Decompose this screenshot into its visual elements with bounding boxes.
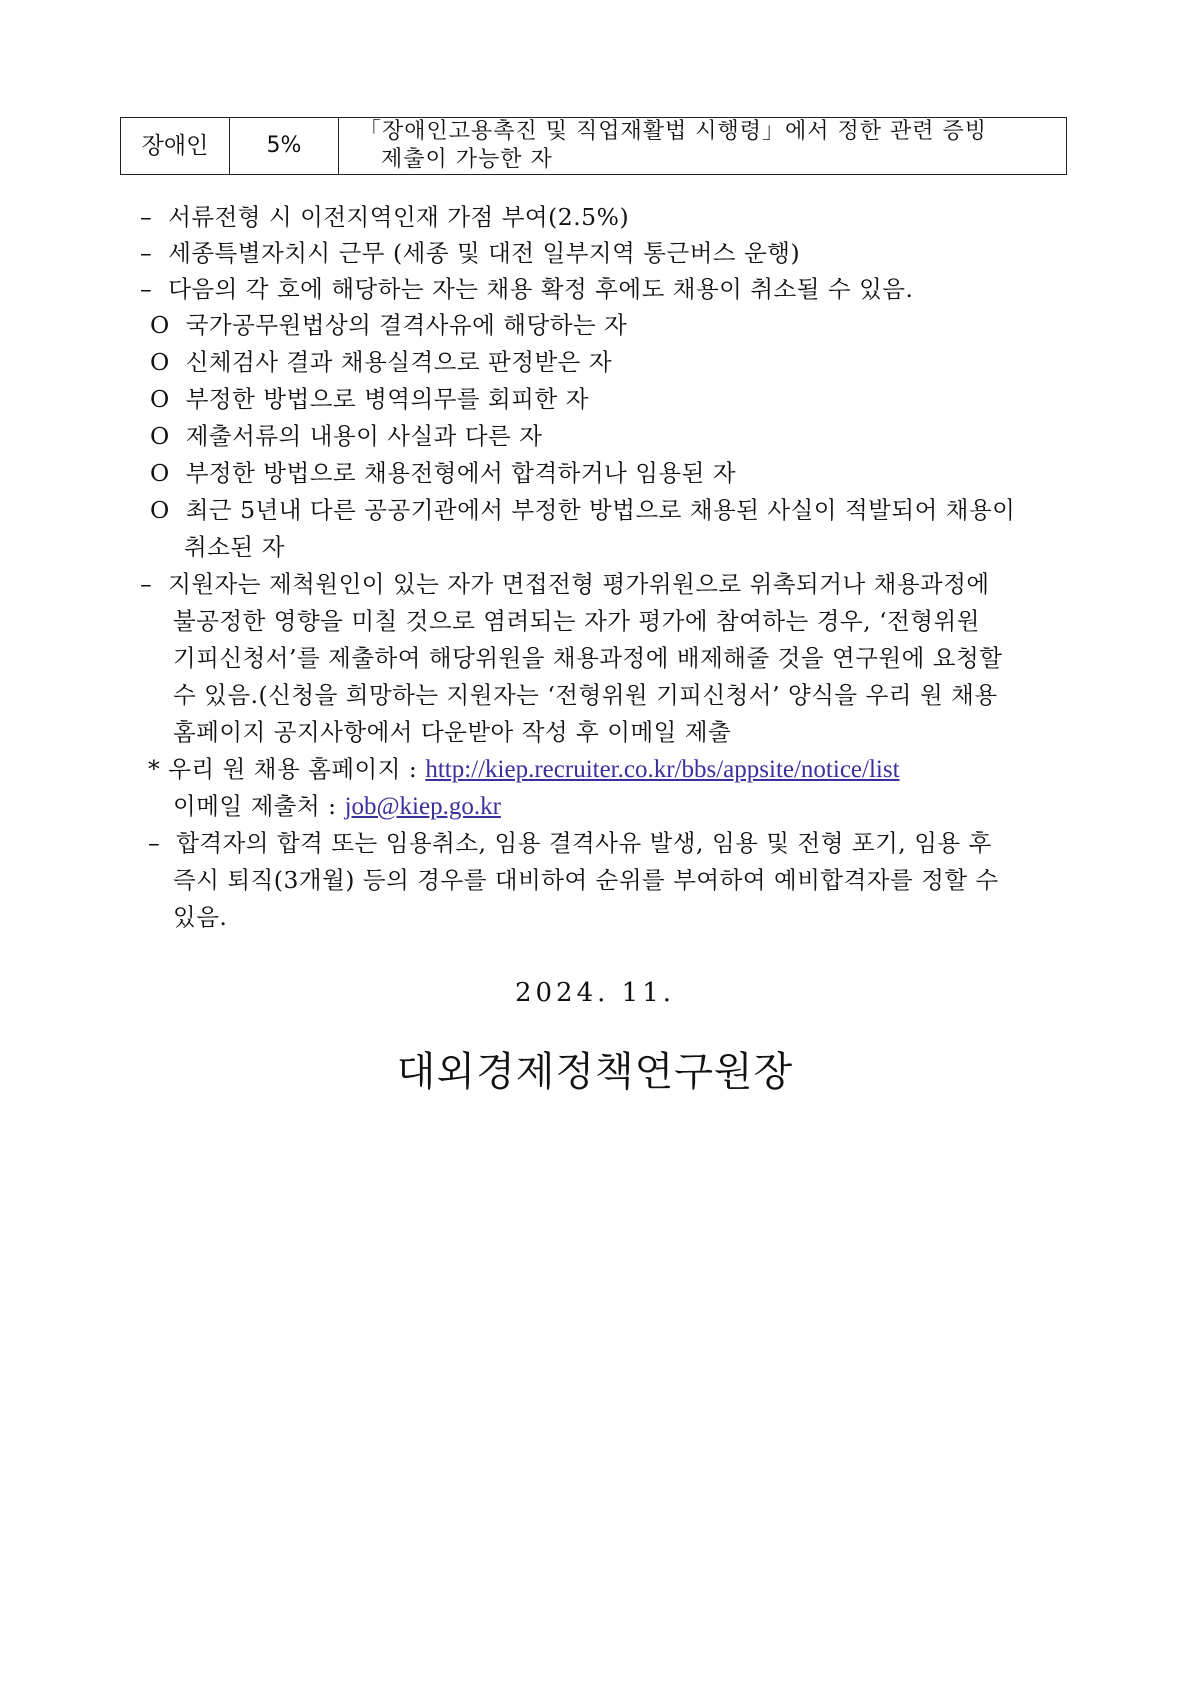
bullet-document-bonus xyxy=(140,202,629,232)
recusal-line-2: 불공정한 영향을 미칠 것으로 염려되는 자가 평가에 참여하는 경우, ‘전형위원 xyxy=(173,607,980,635)
recusal-line-3: 기피신청서’를 제출하여 해당위원을 채용과정에 배제해줄 것을 연구원에 요청할 xyxy=(173,644,1003,672)
homepage-line xyxy=(148,754,900,785)
list-item xyxy=(150,458,736,488)
table-cell-category: 장애인 xyxy=(121,118,230,175)
homepage-link[interactable]: http://kiep.recruiter.co.kr/bbs/appsite/notice/list xyxy=(425,756,900,783)
description-line-2: 제출이 가능한 자 xyxy=(381,147,553,172)
list-item-continuation: 취소된 자 xyxy=(184,533,285,561)
dash-marker: – xyxy=(148,829,161,857)
asterisk-marker: * xyxy=(148,755,161,783)
list-item-text: 부정한 방법으로 병역의무를 회피한 자 xyxy=(185,385,589,413)
list-item xyxy=(150,347,612,377)
recusal-line-4: 수 있음.(신청을 희망하는 지원자는 ‘전형위원 기피신청서’ 양식을 우리 원 채용 xyxy=(173,681,998,709)
circle-marker: O xyxy=(150,459,170,487)
bullet-cancellation xyxy=(140,274,913,304)
bullet-text: 다음의 각 호에 해당하는 자는 채용 확정 후에도 채용이 취소될 수 있음. xyxy=(168,275,914,303)
dash-marker: – xyxy=(140,275,153,303)
list-item xyxy=(150,421,542,451)
circle-marker: O xyxy=(150,385,170,413)
table-row xyxy=(121,118,1067,175)
dash-marker: – xyxy=(140,203,153,231)
description-line-1: 「장애인고용촉진 및 직업재활법 시행령」에서 정한 관련 증빙 xyxy=(359,119,988,144)
document-date: 2024. 11. xyxy=(514,978,676,1008)
bullet-text: 지원자는 제척원인이 있는 자가 면접전형 평가위원으로 위촉되거나 채용과정에 xyxy=(168,570,990,598)
dash-marker: – xyxy=(140,570,153,598)
homepage-label: 우리 원 채용 홈페이지 : xyxy=(168,755,418,783)
email-line xyxy=(173,791,501,822)
bullet-text: 서류전형 시 이전지역인재 가점 부여(2.5%) xyxy=(168,203,630,231)
list-item-text: 신체검사 결과 채용실격으로 판정받은 자 xyxy=(185,348,613,376)
qualification-table xyxy=(120,117,1067,175)
bullet-text: 합격자의 합격 또는 임용취소, 임용 결격사유 발생, 임용 및 전형 포기, 임용 후 xyxy=(176,829,992,857)
email-link[interactable]: job@kiep.go.kr xyxy=(344,793,501,820)
list-item xyxy=(150,310,627,340)
list-item-text: 최근 5년내 다른 공공기관에서 부정한 방법으로 채용된 사실이 적발되어 채용이 xyxy=(185,496,1016,524)
bullet-text: 세종특별자치시 근무 (세종 및 대전 일부지역 통근버스 운행) xyxy=(168,239,801,267)
email-label: 이메일 제출처 : xyxy=(173,792,337,820)
circle-marker: O xyxy=(150,496,170,524)
issuer-signature: 대외경제정책연구원장 xyxy=(396,1049,794,1095)
reserve-line-2: 즉시 퇴직(3개월) 등의 경우를 대비하여 순위를 부여하여 예비합격자를 정할 수 xyxy=(173,866,999,894)
list-item-text: 제출서류의 내용이 사실과 다른 자 xyxy=(185,422,543,450)
bullet-reserve xyxy=(148,828,992,858)
recusal-line-5: 홈페이지 공지사항에서 다운받아 작성 후 이메일 제출 xyxy=(173,718,732,746)
list-item-text: 국가공무원법상의 결격사유에 해당하는 자 xyxy=(185,311,628,339)
bullet-work-location xyxy=(140,238,800,268)
circle-marker: O xyxy=(150,422,170,450)
bullet-recusal xyxy=(140,569,990,599)
table-cell-percent: 5% xyxy=(230,118,339,175)
list-item xyxy=(150,495,1015,525)
reserve-line-3: 있음. xyxy=(173,903,228,931)
dash-marker: – xyxy=(140,239,153,267)
list-item-text: 부정한 방법으로 채용전형에서 합격하거나 임용된 자 xyxy=(185,459,737,487)
list-item xyxy=(150,384,589,414)
circle-marker: O xyxy=(150,311,170,339)
circle-marker: O xyxy=(150,348,170,376)
table-cell-description xyxy=(339,118,1067,175)
